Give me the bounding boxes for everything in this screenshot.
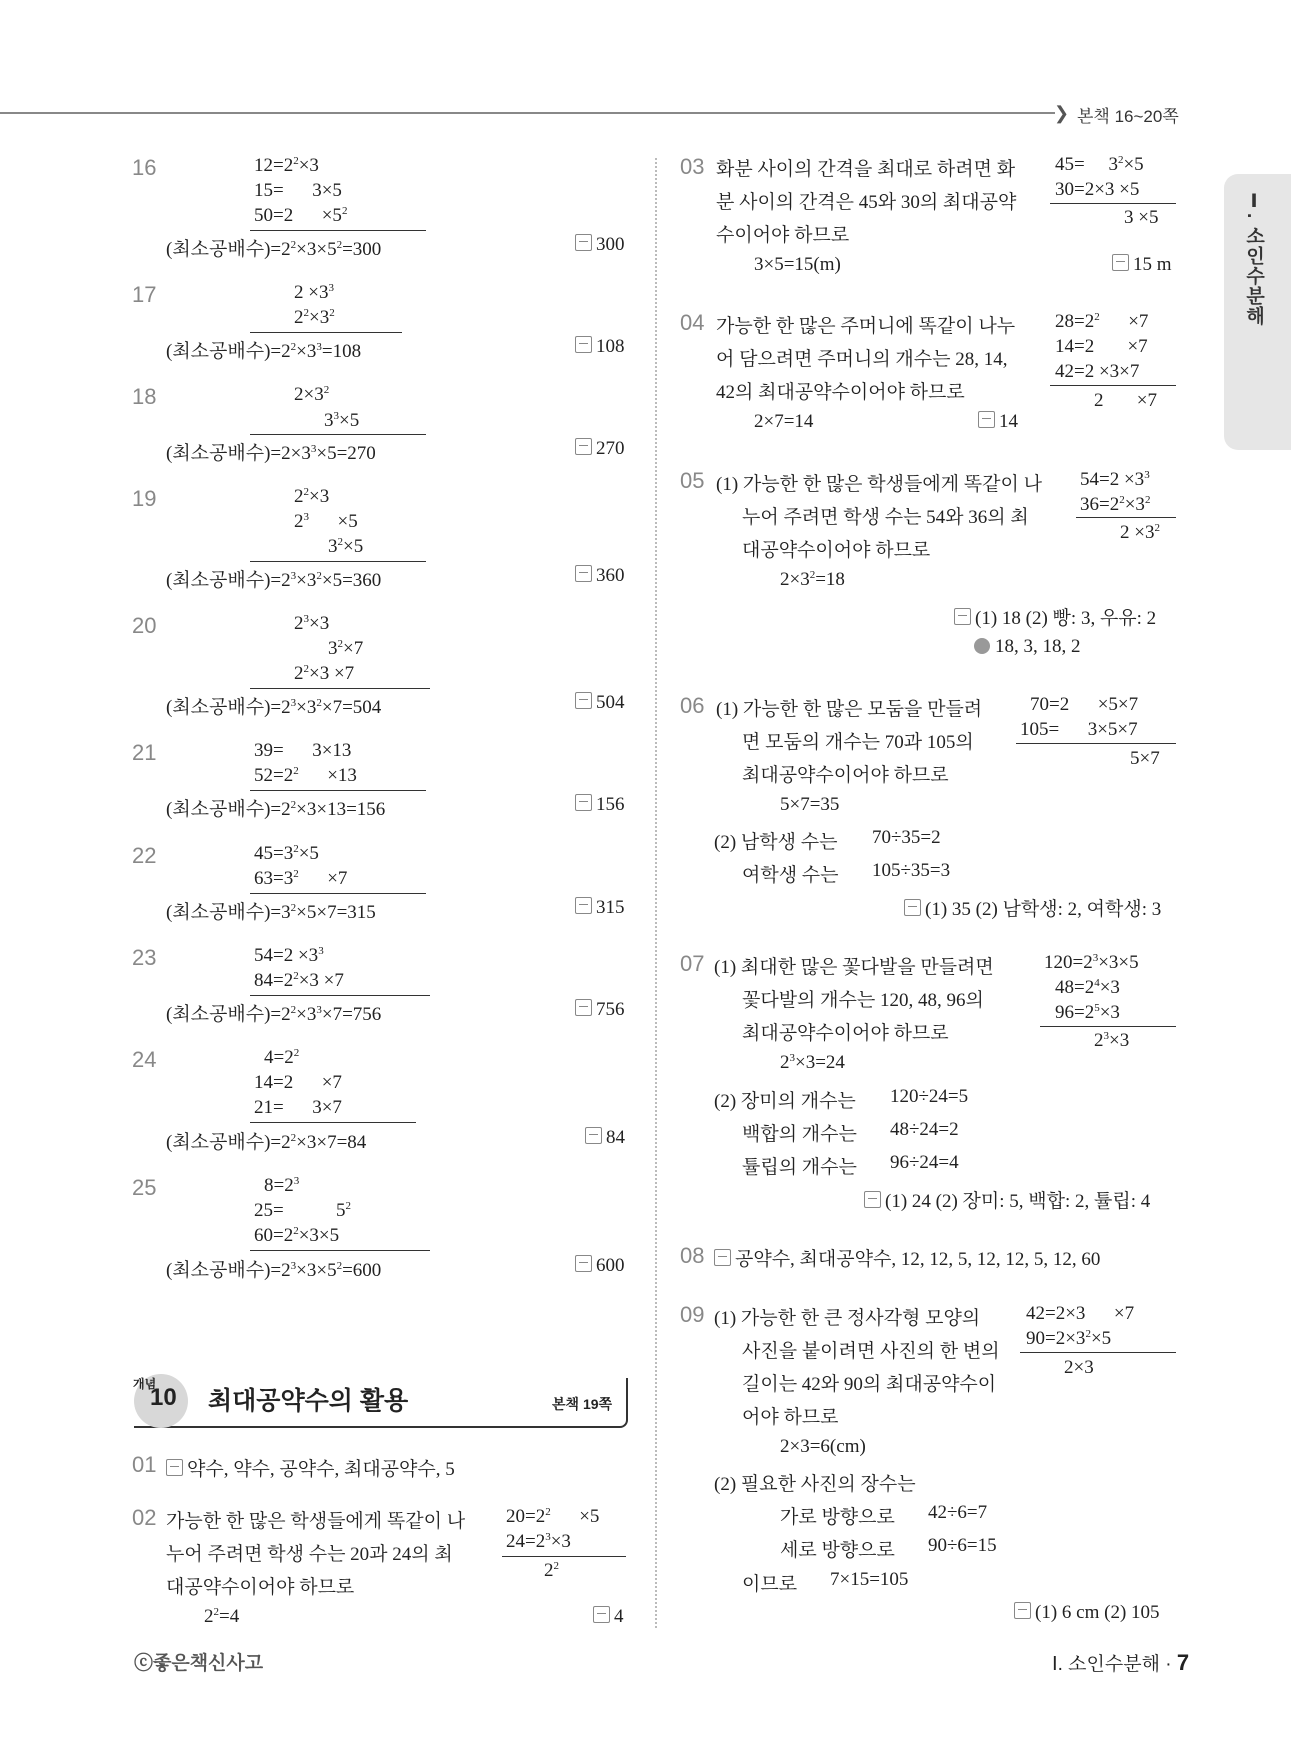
page-reference: 본책 16~20쪽 <box>1077 107 1179 126</box>
text-line: 분 사이의 간격은 45와 30의 최대공약 <box>716 192 1017 213</box>
factor-line: 42=2×3 ×7 <box>1026 1303 1135 1324</box>
answer-icon <box>904 899 921 916</box>
text-line: 어야 하므로 <box>742 1407 839 1428</box>
footer-section-label: Ⅰ. 소인수분해 · <box>1052 1654 1172 1675</box>
factor-line: 45= $3^2\times 5$ <box>1055 154 1144 175</box>
text-line: 꽃다발의 개수는 120, 48, 96의 <box>742 990 984 1011</box>
division-rule <box>1020 1352 1176 1353</box>
answer-icon <box>954 608 971 625</box>
answer: 약수, 약수, 공약수, 최대공약수, 5 <box>166 1454 455 1481</box>
problem-number: 05 <box>680 468 705 493</box>
lcm-result: (최소공배수)$=2^2\times 3^3\times 7=756$ <box>166 1004 382 1025</box>
text-line: 튤립의 개수는 <box>742 1157 857 1178</box>
factor-line: $96=2^5\times 3$ <box>1055 1002 1120 1023</box>
factor-line: $3^2\times 7$ <box>328 638 364 659</box>
answer-icon <box>585 1127 602 1144</box>
text-line: 42의 최대공약수이어야 하므로 <box>716 382 965 403</box>
division-rule <box>250 1122 416 1123</box>
problem-number: 18 <box>132 384 157 409</box>
factor-line: 21= 3×7 <box>254 1097 342 1118</box>
text-line: 가능한 한 많은 주머니에 똑같이 나누 <box>716 316 1016 337</box>
factor-line: $24=2^3\times 3$ <box>506 1531 571 1552</box>
answer: 4 <box>593 1606 624 1628</box>
text-line: 화분 사이의 간격을 최대로 하려면 화 <box>716 159 1016 180</box>
text-line: 최대공약수이어야 하므로 <box>742 765 949 786</box>
problem-number: 09 <box>680 1302 705 1327</box>
answer: 108 <box>575 336 625 358</box>
lcm-result: (최소공배수)$=2^3\times 3\times 5^2=600$ <box>166 1260 382 1281</box>
division-rule <box>250 688 430 689</box>
answer-icon <box>978 411 995 428</box>
division-rule <box>1050 203 1176 204</box>
header-rule <box>0 112 1055 114</box>
division-rule <box>502 1556 626 1557</box>
factor-line: $2 \times 3^3$ <box>294 282 334 303</box>
factor-line: 50=2 $\times 5^2$ <box>254 205 348 226</box>
problem-number: 02 <box>132 1505 157 1530</box>
calc-line: 120÷24=5 <box>890 1086 969 1107</box>
problem-number: 21 <box>132 740 157 765</box>
factor-line: $120=2^3\times 3\times 5$ <box>1044 952 1139 973</box>
answer: 156 <box>575 794 625 816</box>
division-rule <box>250 893 426 894</box>
problem-number: 08 <box>680 1243 705 1268</box>
division-rule <box>1016 743 1176 744</box>
factor-line: $2 \times 3^2$ <box>1120 522 1160 543</box>
lcm-result: (최소공배수)$=2^2\times 3\times 7=84$ <box>166 1132 367 1153</box>
page-number: 7 <box>1176 1650 1190 1675</box>
factor-line: $20=2^2$ ×5 <box>506 1506 600 1527</box>
problem-number: 19 <box>132 486 157 511</box>
problem-number: 25 <box>132 1175 157 1200</box>
calc-line: 2×3=6(cm) <box>780 1436 866 1457</box>
text-line: (2) 장미의 개수는 <box>714 1091 856 1112</box>
answer-icon <box>575 565 592 582</box>
calc-line: $2^3\times 3=24$ <box>780 1052 845 1073</box>
answer-icon <box>575 692 592 709</box>
factor-line: $45=3^2\times 5$ <box>254 843 319 864</box>
answer-icon <box>166 1459 183 1476</box>
factor-line: $84=2^2\times 3 \times 7$ <box>254 970 344 991</box>
division-rule <box>250 561 426 562</box>
concept-number: 10 <box>150 1384 177 1411</box>
factor-line: 30=2×3 ×5 <box>1055 179 1140 200</box>
answer-icon <box>714 1249 731 1266</box>
factor-line: 105= 3×5×7 <box>1020 719 1138 740</box>
factor-line: $54=2 \times 3^3$ <box>254 945 324 966</box>
problem-number: 07 <box>680 951 705 976</box>
answer: 504 <box>575 692 625 714</box>
answer-icon <box>1014 1602 1031 1619</box>
calc-line: 96÷24=4 <box>890 1152 959 1173</box>
calc-line: 48÷24=2 <box>890 1119 959 1140</box>
division-rule <box>250 434 426 435</box>
calc-line: 2×7=14 <box>754 411 814 432</box>
answer-icon <box>575 234 592 251</box>
problem-number: 16 <box>132 155 157 180</box>
lcm-result: (최소공배수)$=2^3\times 3^2\times 5=360$ <box>166 570 382 591</box>
factor-line: $54=2 \times 3^3$ <box>1080 469 1150 490</box>
answer-icon <box>1112 254 1129 271</box>
problem-number: 03 <box>680 154 705 179</box>
text-line: (1) 가능한 한 큰 정사각형 모양의 <box>714 1308 981 1329</box>
division-rule <box>250 790 426 791</box>
factor-line: 15= 3×5 <box>254 180 342 201</box>
calc-line: 70÷35=2 <box>872 827 941 848</box>
problem-number: 17 <box>132 282 157 307</box>
answer: (1) 24 (2) 장미: 5, 백합: 2, 튤립: 4 <box>864 1186 1150 1213</box>
factor-line: 25= $5^2$ <box>254 1200 351 1221</box>
factor-line: 14=2 ×7 <box>1055 336 1148 357</box>
lcm-result: (최소공배수)$=3^2\times 5\times 7=315$ <box>166 902 376 923</box>
factor-line: 42=2 ×3×7 <box>1055 361 1140 382</box>
calc-line: 105÷35=3 <box>872 860 951 881</box>
factor-line: $63=3^2$ ×7 <box>254 868 348 889</box>
concept-title: 최대공약수의 활용 <box>208 1387 409 1415</box>
lcm-result: (최소공배수)$=2\times 3^3\times 5=270$ <box>166 443 376 464</box>
answer-icon <box>575 336 592 353</box>
text-line: 길이는 42와 90의 최대공약수이 <box>742 1374 997 1395</box>
factor-line: $2^3\times 3$ <box>1094 1030 1130 1051</box>
answer: (1) 18 (2) 빵: 3, 우유: 2 <box>954 603 1156 630</box>
calc-line: 90÷6=15 <box>928 1535 997 1556</box>
column-divider <box>655 158 657 1628</box>
answer: 14 <box>978 411 1018 433</box>
text-line: 수이어야 하므로 <box>716 225 850 246</box>
answer: (1) 35 (2) 남학생: 2, 여학생: 3 <box>904 894 1161 921</box>
division-rule <box>1076 517 1176 518</box>
factor-line: 39= 3×13 <box>254 740 352 761</box>
concept-page-ref: 본책 19쪽 <box>552 1396 613 1412</box>
factor-line: 5×7 <box>1130 748 1160 769</box>
factor-line: $4=2^2$ <box>264 1047 300 1068</box>
text-line: 어 담으려면 주머니의 개수는 28, 14, <box>716 349 1008 370</box>
concept-label: 개념 <box>133 1377 157 1391</box>
factor-line: 2×3 <box>1064 1357 1094 1378</box>
answer: 84 <box>585 1127 625 1149</box>
factor-line: $36=2^2\times 3^2$ <box>1080 494 1151 515</box>
problem-number: 24 <box>132 1047 157 1072</box>
calc-line: 3×5=15(m) <box>754 254 841 275</box>
answer: 15 m <box>1112 254 1172 276</box>
calc-line: 42÷6=7 <box>928 1502 988 1523</box>
text-line: 사진을 붙이려면 사진의 한 변의 <box>742 1341 1000 1362</box>
factor-line: 70=2 ×5×7 <box>1030 694 1139 715</box>
text-line: 대공약수이어야 하므로 <box>742 540 931 561</box>
lcm-result: (최소공배수)$=2^2\times 3\times 5^2=300$ <box>166 239 382 260</box>
text-line: 대공약수이어야 하므로 <box>166 1577 355 1598</box>
factor-line: $2^3$ ×5 <box>294 511 358 532</box>
text-line: 최대공약수이어야 하므로 <box>742 1023 949 1044</box>
division-rule <box>250 332 402 333</box>
factor-line: $48=2^4\times 3$ <box>1055 977 1120 998</box>
answer: 270 <box>575 438 625 460</box>
answer: (1) 6 cm (2) 105 <box>1014 1602 1160 1624</box>
publisher-logo: ⓒ좋은책신사고 <box>134 1653 264 1674</box>
text-line: (1) 최대한 많은 꽃다발을 만들려면 <box>714 957 994 978</box>
calc-line: $2^2=4$ <box>204 1606 240 1627</box>
factor-line: $2^2$ <box>544 1560 559 1581</box>
text-line: 세로 방향으로 <box>780 1540 895 1561</box>
text-line: (1) 가능한 한 많은 학생들에게 똑같이 나 <box>716 474 1042 495</box>
division-rule <box>1040 1026 1176 1027</box>
division-rule <box>250 1250 430 1251</box>
factor-line: $12=2^2\times 3$ <box>254 155 319 176</box>
side-tab-label: Ⅰ. 소인수분해 <box>1243 190 1264 326</box>
text-line: 누어 주려면 학생 수는 54와 36의 최 <box>742 507 1029 528</box>
division-rule <box>1050 385 1176 386</box>
answer: 360 <box>575 565 625 587</box>
factor-line: $60=2^2\times 3\times 5$ <box>254 1225 340 1246</box>
factor-line: 14=2 ×7 <box>254 1072 342 1093</box>
answer-icon <box>575 897 592 914</box>
text-line: 여학생 수는 <box>742 865 839 886</box>
division-rule <box>250 995 430 996</box>
answer-icon <box>864 1191 881 1208</box>
problem-number: 06 <box>680 693 705 718</box>
lcm-result: (최소공배수)$=2^3\times 3^2\times 7=504$ <box>166 697 382 718</box>
factor-line: 2 ×7 <box>1094 390 1157 411</box>
answer: 공약수, 최대공약수, 12, 12, 5, 12, 12, 5, 12, 60 <box>714 1244 1100 1271</box>
lcm-result: (최소공배수)$=2^2\times 3^3=108$ <box>166 341 362 362</box>
text-line: 백합의 개수는 <box>742 1124 857 1145</box>
text-line: 누어 주려면 학생 수는 20과 24의 최 <box>166 1544 453 1565</box>
problem-number: 20 <box>132 613 157 638</box>
factor-line: $8=2^3$ <box>264 1175 300 1196</box>
text-line: 면 모둠의 개수는 70과 105의 <box>742 732 974 753</box>
factor-line: $28=2^2$ ×7 <box>1055 311 1149 332</box>
answer-icon <box>593 1606 610 1623</box>
problem-number: 01 <box>132 1452 157 1477</box>
chevron-right-icon: ❯ <box>1054 103 1070 123</box>
text-line: (2) 필요한 사진의 장수는 <box>714 1474 916 1495</box>
factor-line: $3^2\times 5$ <box>328 536 364 557</box>
footer-section <box>1052 1649 1189 1676</box>
check-line: 18, 3, 18, 2 <box>974 636 1081 658</box>
text-line: 가로 방향으로 <box>780 1507 895 1528</box>
answer: 756 <box>575 999 625 1021</box>
problem-number: 04 <box>680 310 705 335</box>
factor-line: $2\times 3^2$ <box>294 384 330 405</box>
pencil-icon <box>974 638 990 654</box>
answer: 300 <box>575 234 625 256</box>
division-rule <box>250 230 426 231</box>
factor-line: $2^2\times 3 \times 7$ <box>294 663 355 684</box>
factor-line: 3 ×5 <box>1124 207 1159 228</box>
factor-line: $2^3\times 3$ <box>294 613 330 634</box>
calc-line: 5×7=35 <box>780 794 840 815</box>
text-line: 가능한 한 많은 학생들에게 똑같이 나 <box>166 1511 466 1532</box>
problem-number: 23 <box>132 945 157 970</box>
answer-icon <box>575 794 592 811</box>
text-line: (1) 가능한 한 많은 모둠을 만들려 <box>716 699 983 720</box>
factor-line: $3^3\times 5$ <box>324 410 360 431</box>
answer: 315 <box>575 897 625 919</box>
calc-line: $2\times 3^2=18$ <box>780 569 845 590</box>
answer: 600 <box>575 1255 625 1277</box>
answer-icon <box>575 999 592 1016</box>
lcm-result: (최소공배수)$=2^2\times 3\times 13=156$ <box>166 799 386 820</box>
text-line: 이므로 <box>742 1574 798 1595</box>
problem-number: 22 <box>132 843 157 868</box>
factor-line: $52=2^2$ ×13 <box>254 765 357 786</box>
factor-line: $2^2\times 3^2$ <box>294 307 335 328</box>
calc-line: 7×15=105 <box>830 1569 909 1590</box>
answer-icon <box>575 438 592 455</box>
answer-icon <box>575 1255 592 1272</box>
factor-line: $90=2\times 3^2\times 5$ <box>1026 1328 1112 1349</box>
text-line: (2) 남학생 수는 <box>714 832 838 853</box>
factor-line: $2^2\times 3$ <box>294 486 330 507</box>
